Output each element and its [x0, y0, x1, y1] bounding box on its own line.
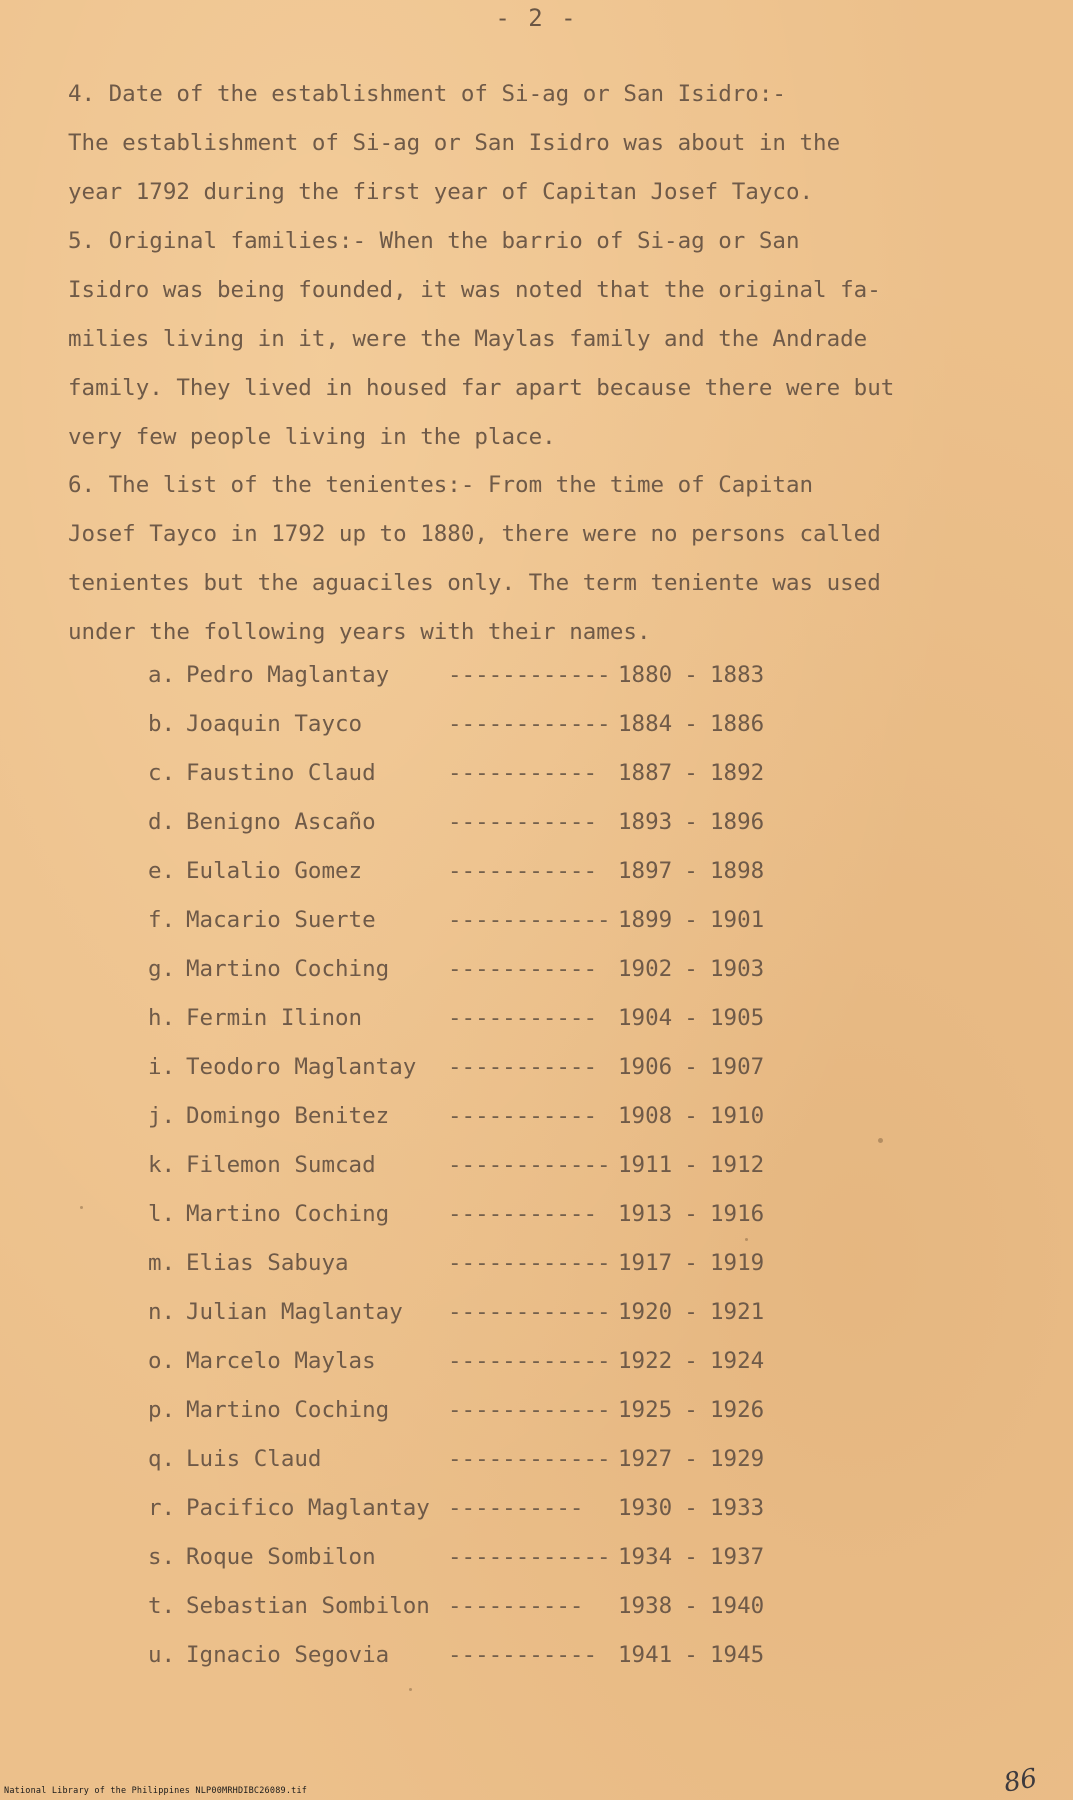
leader-dashes: ------------ [448, 711, 611, 737]
paragraph-line: Josef Tayco in 1792 up to 1880, there were no persons called [68, 521, 881, 547]
term-separator: - [684, 1103, 698, 1129]
paragraph-line: year 1792 during the first year of Capitan Josef Tayco. [68, 179, 814, 205]
teniente-name: Martino Coching [186, 1201, 390, 1227]
term-end-year: 1919 [710, 1250, 765, 1276]
term-end-year: 1907 [710, 1054, 765, 1080]
leader-dashes: ------------ [448, 907, 611, 933]
teniente-row [148, 1631, 764, 1680]
teniente-row [148, 1043, 764, 1092]
paragraph-establishment-date [68, 70, 968, 217]
term-end-year: 1901 [710, 907, 765, 933]
teniente-name: Sebastian Sombilon [186, 1593, 430, 1619]
paragraph-line: very few people living in the place. [68, 424, 556, 450]
leader-dashes: ---------- [448, 1593, 584, 1619]
term-end-year: 1892 [710, 760, 765, 786]
teniente-name: Pacifico Maglantay [186, 1495, 430, 1521]
term-start-year: 1904 [618, 1005, 673, 1031]
term-start-year: 1884 [618, 711, 673, 737]
term-end-year: 1886 [710, 711, 765, 737]
teniente-letter: e. [148, 858, 176, 884]
handwritten-page-number: 86 [1001, 1763, 1040, 1799]
teniente-name: Martino Coching [186, 956, 390, 982]
teniente-row [148, 1092, 764, 1141]
teniente-letter: f. [148, 907, 176, 933]
teniente-row [148, 1435, 764, 1484]
term-end-year: 1940 [710, 1593, 765, 1619]
teniente-name: Domingo Benitez [186, 1103, 390, 1129]
term-start-year: 1925 [618, 1397, 673, 1423]
term-end-year: 1926 [710, 1397, 765, 1423]
term-start-year: 1934 [618, 1544, 673, 1570]
term-start-year: 1917 [618, 1250, 673, 1276]
paragraph-line: under the following years with their names. [68, 619, 651, 645]
teniente-letter: s. [148, 1544, 176, 1570]
term-separator: - [684, 1005, 698, 1031]
paper-speck [745, 1238, 748, 1241]
term-separator: - [684, 1152, 698, 1178]
term-start-year: 1887 [618, 760, 673, 786]
page-number: - 2 - [495, 4, 578, 32]
teniente-row [148, 1190, 764, 1239]
teniente-row [148, 1337, 764, 1386]
teniente-name: Marcelo Maylas [186, 1348, 376, 1374]
term-separator: - [684, 1397, 698, 1423]
paragraph-line: The establishment of Si-ag or San Isidro was about in the [68, 130, 841, 156]
leader-dashes: ---------- [448, 1495, 584, 1521]
paper-speck [409, 1688, 412, 1691]
term-start-year: 1897 [618, 858, 673, 884]
term-start-year: 1893 [618, 809, 673, 835]
teniente-name: Joaquin Tayco [186, 711, 363, 737]
paragraph-line: 5. Original families:- When the barrio of Si-ag or San [68, 228, 800, 254]
paragraph-line: tenientes but the aguaciles only. The term teniente was used [68, 570, 881, 596]
teniente-letter: h. [148, 1005, 176, 1031]
teniente-row [148, 651, 764, 700]
teniente-name: Fermin Ilinon [186, 1005, 363, 1031]
teniente-letter: u. [148, 1642, 176, 1668]
teniente-letter: a. [148, 662, 176, 688]
leader-dashes: ------------ [448, 1152, 611, 1178]
teniente-name: Macario Suerte [186, 907, 376, 933]
archive-source-caption: National Library of the Philippines NLP00MRHDIBC26089.tif [4, 1786, 308, 1796]
teniente-letter: m. [148, 1250, 176, 1276]
teniente-name: Pedro Maglantay [186, 662, 390, 688]
teniente-row [148, 1582, 764, 1631]
paragraph-line: 6. The list of the tenientes:- From the time of Capitan [68, 472, 814, 498]
term-separator: - [684, 1250, 698, 1276]
teniente-name: Luis Claud [186, 1446, 322, 1472]
term-start-year: 1908 [618, 1103, 673, 1129]
term-separator: - [684, 858, 698, 884]
teniente-letter: i. [148, 1054, 176, 1080]
teniente-name: Benigno Ascaño [186, 809, 376, 835]
teniente-name: Julian Maglantay [186, 1299, 403, 1325]
leader-dashes: ----------- [448, 956, 598, 982]
teniente-name: Roque Sombilon [186, 1544, 376, 1570]
leader-dashes: ------------ [448, 1299, 611, 1325]
teniente-letter: t. [148, 1593, 176, 1619]
term-end-year: 1898 [710, 858, 765, 884]
teniente-row [148, 847, 764, 896]
paper-speck [878, 1138, 883, 1143]
term-start-year: 1911 [618, 1152, 673, 1178]
teniente-row [148, 994, 764, 1043]
paragraph-line: milies living in it, were the Maylas family and the Andrade [68, 326, 868, 352]
teniente-row [148, 1533, 764, 1582]
teniente-row [148, 1386, 764, 1435]
term-end-year: 1916 [710, 1201, 765, 1227]
term-start-year: 1927 [618, 1446, 673, 1472]
teniente-letter: j. [148, 1103, 176, 1129]
teniente-letter: l. [148, 1201, 176, 1227]
term-separator: - [684, 1054, 698, 1080]
paper-speck [80, 1206, 83, 1209]
teniente-name: Ignacio Segovia [186, 1642, 390, 1668]
term-end-year: 1945 [710, 1642, 765, 1668]
leader-dashes: ----------- [448, 1005, 598, 1031]
term-start-year: 1920 [618, 1299, 673, 1325]
term-separator: - [684, 1495, 698, 1521]
leader-dashes: ----------- [448, 858, 598, 884]
leader-dashes: ----------- [448, 1642, 598, 1668]
teniente-row [148, 896, 764, 945]
term-separator: - [684, 662, 698, 688]
teniente-name: Faustino Claud [186, 760, 376, 786]
leader-dashes: ----------- [448, 1103, 598, 1129]
term-start-year: 1906 [618, 1054, 673, 1080]
paragraph-line: family. They lived in housed far apart because there were but [68, 375, 895, 401]
teniente-letter: c. [148, 760, 176, 786]
term-end-year: 1924 [710, 1348, 765, 1374]
teniente-letter: q. [148, 1446, 176, 1472]
teniente-letter: o. [148, 1348, 176, 1374]
teniente-row [148, 749, 764, 798]
teniente-row [148, 700, 764, 749]
teniente-name: Filemon Sumcad [186, 1152, 376, 1178]
term-end-year: 1933 [710, 1495, 765, 1521]
term-separator: - [684, 1446, 698, 1472]
term-separator: - [684, 760, 698, 786]
term-start-year: 1941 [618, 1642, 673, 1668]
teniente-name: Teodoro Maglantay [186, 1054, 417, 1080]
term-end-year: 1912 [710, 1152, 765, 1178]
term-end-year: 1937 [710, 1544, 765, 1570]
teniente-letter: b. [148, 711, 176, 737]
teniente-letter: p. [148, 1397, 176, 1423]
teniente-row [148, 1239, 764, 1288]
teniente-letter: k. [148, 1152, 176, 1178]
leader-dashes: ------------ [448, 1544, 611, 1570]
leader-dashes: ------------ [448, 662, 611, 688]
teniente-letter: d. [148, 809, 176, 835]
term-start-year: 1880 [618, 662, 673, 688]
term-end-year: 1903 [710, 956, 765, 982]
leader-dashes: ------------ [448, 1250, 611, 1276]
term-separator: - [684, 1642, 698, 1668]
term-separator: - [684, 907, 698, 933]
term-start-year: 1938 [618, 1593, 673, 1619]
term-separator: - [684, 711, 698, 737]
leader-dashes: ----------- [448, 760, 598, 786]
term-separator: - [684, 809, 698, 835]
teniente-name: Eulalio Gomez [186, 858, 363, 884]
paragraph-line: Isidro was being founded, it was noted that the original fa- [68, 277, 881, 303]
teniente-row [148, 1484, 764, 1533]
teniente-row [148, 1141, 764, 1190]
term-end-year: 1896 [710, 809, 765, 835]
term-separator: - [684, 1299, 698, 1325]
leader-dashes: ------------ [448, 1446, 611, 1472]
paragraph-tenientes-list-intro [68, 461, 968, 657]
teniente-name: Martino Coching [186, 1397, 390, 1423]
leader-dashes: ----------- [448, 1201, 598, 1227]
term-end-year: 1905 [710, 1005, 765, 1031]
leader-dashes: ----------- [448, 809, 598, 835]
paragraph-original-families [68, 217, 968, 462]
teniente-row [148, 1288, 764, 1337]
term-start-year: 1902 [618, 956, 673, 982]
teniente-name: Elias Sabuya [186, 1250, 349, 1276]
term-separator: - [684, 1201, 698, 1227]
teniente-letter: n. [148, 1299, 176, 1325]
leader-dashes: ------------ [448, 1348, 611, 1374]
term-start-year: 1922 [618, 1348, 673, 1374]
term-separator: - [684, 1348, 698, 1374]
leader-dashes: ----------- [448, 1054, 598, 1080]
term-separator: - [684, 956, 698, 982]
term-end-year: 1921 [710, 1299, 765, 1325]
term-start-year: 1913 [618, 1201, 673, 1227]
teniente-letter: r. [148, 1495, 176, 1521]
term-start-year: 1930 [618, 1495, 673, 1521]
term-end-year: 1883 [710, 662, 765, 688]
teniente-letter: g. [148, 956, 176, 982]
leader-dashes: ------------ [448, 1397, 611, 1423]
term-end-year: 1929 [710, 1446, 765, 1472]
term-end-year: 1910 [710, 1103, 765, 1129]
term-start-year: 1899 [618, 907, 673, 933]
teniente-row [148, 798, 764, 847]
teniente-row [148, 945, 764, 994]
term-separator: - [684, 1593, 698, 1619]
term-separator: - [684, 1544, 698, 1570]
paragraph-line: 4. Date of the establishment of Si-ag or San Isidro:- [68, 81, 786, 107]
